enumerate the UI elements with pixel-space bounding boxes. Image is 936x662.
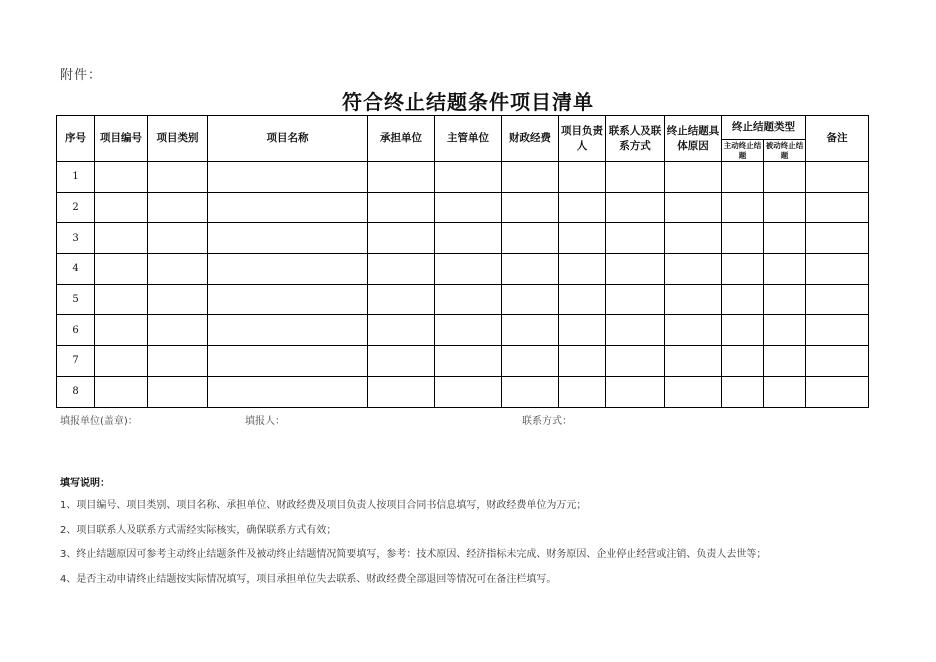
table-cell[interactable] — [764, 254, 806, 285]
header-leader: 项目负责人 — [559, 116, 606, 162]
table-cell[interactable] — [606, 284, 665, 315]
header-contact: 联系人及联系方式 — [606, 116, 665, 162]
table-row — [57, 284, 869, 315]
table-cell[interactable] — [665, 223, 722, 254]
table-cell[interactable] — [208, 254, 368, 285]
table-cell[interactable] — [806, 376, 869, 407]
table-cell[interactable] — [148, 346, 208, 377]
table-cell[interactable] — [435, 284, 502, 315]
table-cell[interactable] — [208, 346, 368, 377]
table-cell[interactable] — [502, 162, 559, 193]
table-cell[interactable] — [559, 162, 606, 193]
table-cell[interactable] — [559, 254, 606, 285]
table-cell[interactable] — [764, 192, 806, 223]
row-number: 1 — [57, 162, 95, 193]
table-cell[interactable] — [722, 284, 764, 315]
table-cell[interactable] — [502, 192, 559, 223]
table-cell[interactable] — [606, 162, 665, 193]
table-cell[interactable] — [148, 254, 208, 285]
table-cell[interactable] — [148, 162, 208, 193]
table-cell[interactable] — [148, 192, 208, 223]
header-remarks: 备注 — [806, 116, 869, 162]
table-cell[interactable] — [208, 315, 368, 346]
table-cell[interactable] — [606, 346, 665, 377]
table-cell[interactable] — [559, 284, 606, 315]
page-title: 符合终止结题条件项目清单 — [342, 90, 594, 114]
table-cell[interactable] — [764, 376, 806, 407]
row-number: 5 — [57, 284, 95, 315]
table-cell[interactable] — [806, 346, 869, 377]
row-number: 3 — [57, 223, 95, 254]
table-cell[interactable] — [559, 376, 606, 407]
table-cell[interactable] — [722, 162, 764, 193]
note-item: 3、终止结题原因可参考主动终止结题条件及被动终止结题情况简要填写，参考：技术原因、经济指标未完成、财务原因、企业停止经营或注销、负责人去世等； — [60, 549, 767, 560]
table-cell[interactable] — [95, 162, 148, 193]
table-cell[interactable] — [606, 315, 665, 346]
table-cell[interactable] — [148, 284, 208, 315]
table-row — [57, 162, 869, 193]
table-cell[interactable] — [606, 254, 665, 285]
header-undertaker: 承担单位 — [368, 116, 435, 162]
table-cell[interactable] — [148, 223, 208, 254]
header-name: 项目名称 — [208, 116, 368, 162]
table-cell[interactable] — [435, 254, 502, 285]
table-cell[interactable] — [208, 192, 368, 223]
row-number: 7 — [57, 346, 95, 377]
table-cell[interactable] — [95, 284, 148, 315]
table-cell[interactable] — [368, 315, 435, 346]
table-cell[interactable] — [722, 315, 764, 346]
table-cell[interactable] — [764, 315, 806, 346]
table-cell[interactable] — [502, 346, 559, 377]
table-cell[interactable] — [722, 223, 764, 254]
project-list-table — [56, 115, 869, 408]
table-cell[interactable] — [208, 376, 368, 407]
table-cell[interactable] — [559, 223, 606, 254]
table-row — [57, 346, 869, 377]
header-category: 项目类别 — [148, 116, 208, 162]
table-cell[interactable] — [665, 162, 722, 193]
header-supervisor: 主管单位 — [435, 116, 502, 162]
table-cell[interactable] — [148, 315, 208, 346]
table-cell[interactable] — [722, 254, 764, 285]
note-item: 4、是否主动申请终止结题按实际情况填写，项目承担单位失去联系、财政经费全部退回等情况可在备注栏填写。 — [60, 574, 557, 585]
row-number: 8 — [57, 376, 95, 407]
header-reason: 终止结题具体原因 — [665, 116, 722, 162]
table-row — [57, 254, 869, 285]
header-seq: 序号 — [57, 116, 95, 162]
table-cell[interactable] — [435, 315, 502, 346]
table-cell[interactable] — [806, 223, 869, 254]
table-cell[interactable] — [95, 346, 148, 377]
table-cell[interactable] — [559, 192, 606, 223]
footer-unit-label: 填报单位(盖章)： — [60, 416, 138, 427]
table-row — [57, 315, 869, 346]
table-cell[interactable] — [806, 162, 869, 193]
table-cell[interactable] — [806, 254, 869, 285]
table-cell[interactable] — [368, 254, 435, 285]
table-cell[interactable] — [502, 284, 559, 315]
table-cell[interactable] — [665, 376, 722, 407]
note-item: 2、项目联系人及联系方式需经实际核实，确保联系方式有效； — [60, 525, 337, 536]
row-number: 6 — [57, 315, 95, 346]
table-cell[interactable] — [502, 223, 559, 254]
table-cell[interactable] — [665, 315, 722, 346]
table-cell[interactable] — [435, 223, 502, 254]
table-cell[interactable] — [606, 223, 665, 254]
table-cell[interactable] — [502, 254, 559, 285]
table-cell[interactable] — [368, 284, 435, 315]
header-type-group: 终止结题类型 — [722, 116, 806, 140]
table-cell[interactable] — [435, 376, 502, 407]
table-cell[interactable] — [368, 346, 435, 377]
table-cell[interactable] — [148, 376, 208, 407]
table-cell[interactable] — [559, 315, 606, 346]
table-cell[interactable] — [368, 192, 435, 223]
table-cell[interactable] — [665, 346, 722, 377]
header-funding: 财政经费 — [502, 116, 559, 162]
footer-person-label: 填报人： — [245, 416, 285, 427]
table-cell[interactable] — [559, 346, 606, 377]
table-cell[interactable] — [368, 223, 435, 254]
header-code: 项目编号 — [95, 116, 148, 162]
table-cell[interactable] — [435, 192, 502, 223]
table-cell[interactable] — [665, 284, 722, 315]
header-active-termination: 主动终止结题 — [722, 140, 764, 162]
row-number: 4 — [57, 254, 95, 285]
table-cell[interactable] — [208, 162, 368, 193]
table-row — [57, 223, 869, 254]
table-cell[interactable] — [502, 315, 559, 346]
table-cell[interactable] — [665, 192, 722, 223]
footer-contact-label: 联系方式： — [522, 416, 572, 427]
table-cell[interactable] — [806, 284, 869, 315]
table-cell[interactable] — [208, 223, 368, 254]
table-cell[interactable] — [208, 284, 368, 315]
table-cell[interactable] — [95, 192, 148, 223]
attachment-label: 附件： — [60, 68, 103, 83]
notes-title: 填写说明： — [60, 478, 110, 489]
table-cell[interactable] — [722, 192, 764, 223]
table-cell[interactable] — [95, 223, 148, 254]
table-cell[interactable] — [764, 162, 806, 193]
table-cell[interactable] — [606, 376, 665, 407]
table-cell[interactable] — [435, 346, 502, 377]
table-cell[interactable] — [722, 376, 764, 407]
table-cell[interactable] — [606, 192, 665, 223]
table-cell[interactable] — [764, 346, 806, 377]
table-cell[interactable] — [95, 376, 148, 407]
table-row — [57, 376, 869, 407]
table-cell[interactable] — [764, 223, 806, 254]
table-cell[interactable] — [806, 315, 869, 346]
table-cell[interactable] — [95, 315, 148, 346]
table-cell[interactable] — [502, 376, 559, 407]
table-cell[interactable] — [722, 346, 764, 377]
table-cell[interactable] — [665, 254, 722, 285]
table-row — [57, 192, 869, 223]
table-cell[interactable] — [764, 284, 806, 315]
table-cell[interactable] — [368, 376, 435, 407]
table-cell[interactable] — [806, 192, 869, 223]
row-number: 2 — [57, 192, 95, 223]
table-cell[interactable] — [435, 162, 502, 193]
note-item: 1、项目编号、项目类别、项目名称、承担单位、财政经费及项目负责人按项目合同书信息填写，财政经费单位为万元； — [60, 500, 587, 511]
header-passive-termination: 被动终止结题 — [764, 140, 806, 162]
table-cell[interactable] — [368, 162, 435, 193]
table-cell[interactable] — [95, 254, 148, 285]
